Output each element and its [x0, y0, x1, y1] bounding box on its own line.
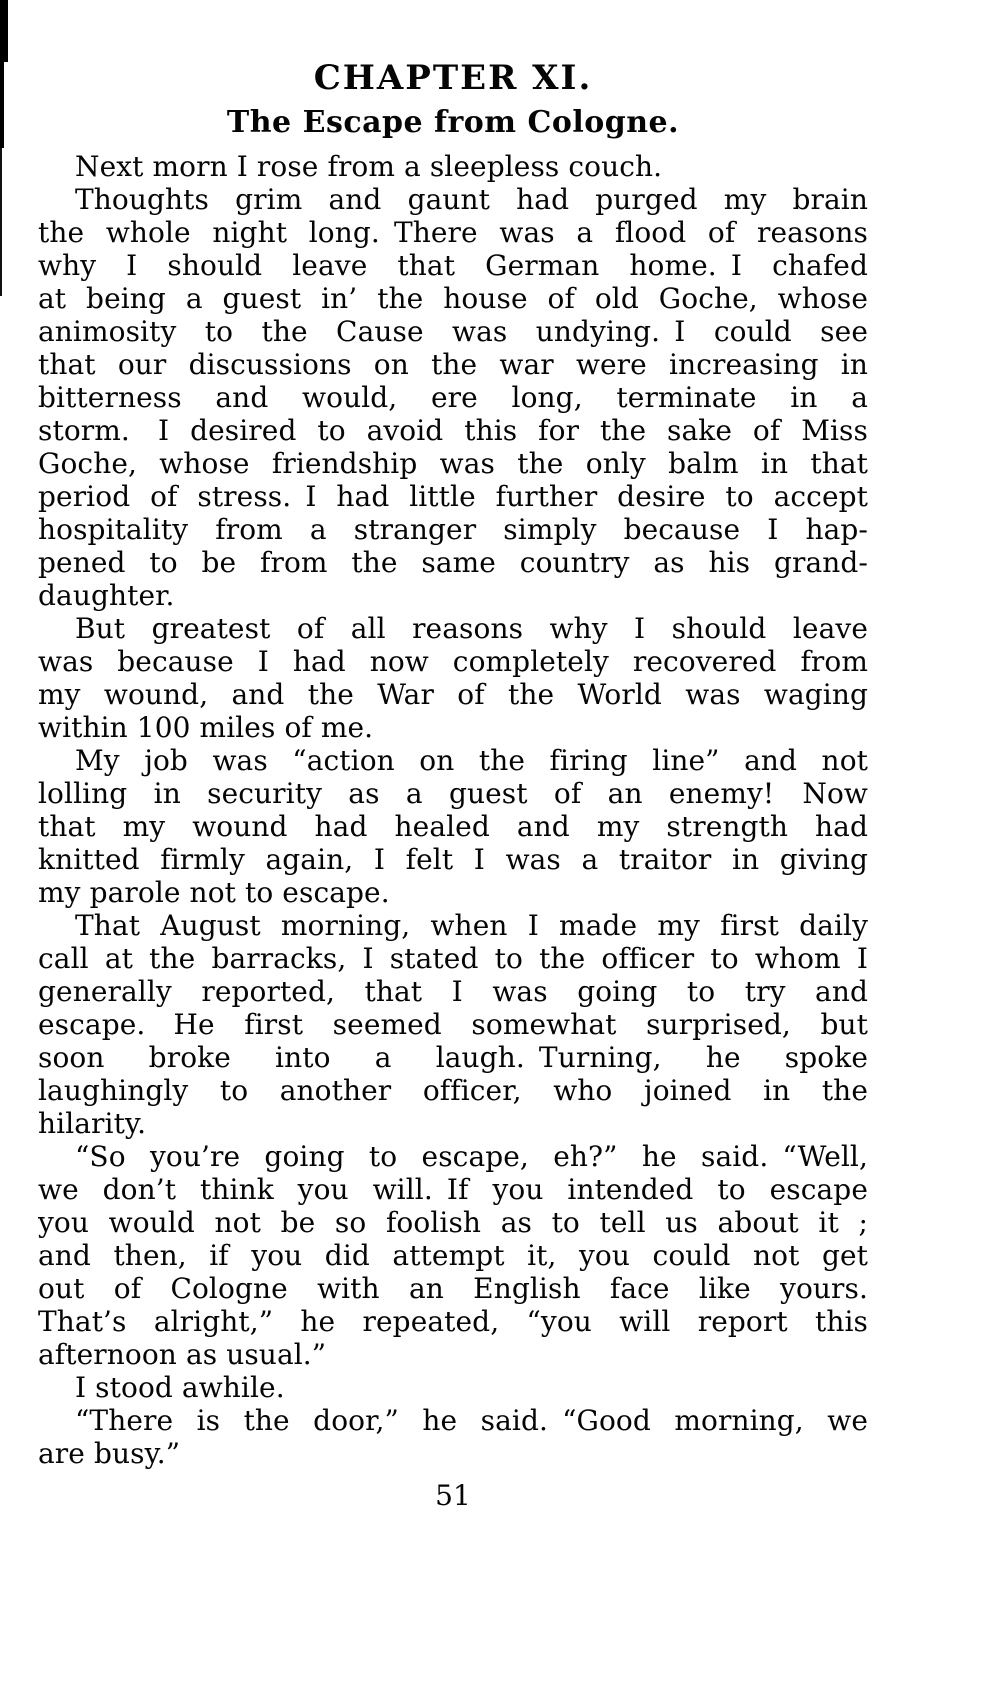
- text-line: at being a guest in’ the house of old Goche, whose: [38, 282, 868, 315]
- text-line: within 100 miles of me.: [38, 711, 374, 744]
- text-line: That’s alright,” he repeated, “you will report this: [38, 1305, 868, 1338]
- text-line: daughter.: [38, 579, 175, 612]
- chapter-heading: CHAPTER XI.: [313, 58, 593, 98]
- text-line: are busy.”: [38, 1437, 181, 1470]
- text-line: Thoughts grim and gaunt had purged my brain: [75, 183, 868, 216]
- text-line: “So you’re going to escape, eh?” he said. “Well,: [75, 1140, 868, 1173]
- text-line: you would not be so foolish as to tell us about it ;: [38, 1206, 868, 1239]
- text-line: But greatest of all reasons why I should leave: [75, 612, 868, 645]
- scan-artifact-bar: [0, 0, 4, 148]
- text-line: I stood awhile.: [75, 1371, 285, 1404]
- text-line: escape. He first seemed somewhat surprised, but: [38, 1008, 868, 1041]
- text-line: “There is the door,” he said. “Good morning, we: [75, 1404, 868, 1437]
- text-line: my wound, and the War of the World was waging: [38, 678, 868, 711]
- text-column: [38, 0, 868, 1512]
- text-line: and then, if you did attempt it, you could not get: [38, 1239, 868, 1272]
- text-line: bitterness and would, ere long, terminate in a: [38, 381, 868, 414]
- text-line: That August morning, when I made my first daily: [75, 909, 868, 942]
- text-line: animosity to the Cause was undying. I could see: [38, 315, 868, 348]
- scan-artifact-bar: [0, 148, 2, 296]
- text-line: hospitality from a stranger simply because I hap-: [38, 513, 868, 546]
- text-line: out of Cologne with an English face like yours.: [38, 1272, 868, 1305]
- text-line: pened to be from the same country as his grand-: [38, 546, 868, 579]
- chapter-subtitle: The Escape from Cologne.: [226, 105, 680, 140]
- text-line: soon broke into a laugh. Turning, he spoke: [38, 1041, 868, 1074]
- text-line: afternoon as usual.”: [38, 1338, 327, 1371]
- text-line: the whole night long. There was a flood of reasons: [38, 216, 868, 249]
- text-line: that my wound had healed and my strength had: [38, 810, 868, 843]
- text-line: lolling in security as a guest of an enemy! Now: [38, 777, 868, 810]
- body-text: [38, 150, 868, 1470]
- text-line: was because I had now completely recovered from: [38, 645, 868, 678]
- text-line: generally reported, that I was going to try and: [38, 975, 868, 1008]
- text-line: call at the barracks, I stated to the officer to whom I: [38, 942, 868, 975]
- text-line: period of stress. I had little further desire to accept: [38, 480, 868, 513]
- text-line: hilarity.: [38, 1107, 147, 1140]
- text-line: Next morn I rose from a sleepless couch.: [75, 150, 663, 183]
- text-line: why I should leave that German home. I chafed: [38, 249, 868, 282]
- text-line: laughingly to another officer, who joined in the: [38, 1074, 868, 1107]
- text-line: we don’t think you will. If you intended to escape: [38, 1173, 868, 1206]
- text-line: storm. I desired to avoid this for the sake of Miss: [38, 414, 868, 447]
- text-line: that our discussions on the war were increasing in: [38, 348, 868, 381]
- text-line: knitted firmly again, I felt I was a traitor in giving: [38, 843, 868, 876]
- text-line: Goche, whose friendship was the only balm in that: [38, 447, 868, 480]
- text-line: my parole not to escape.: [38, 876, 390, 909]
- text-line: My job was “action on the firing line” and not: [75, 744, 868, 777]
- page-number: 51: [435, 1479, 471, 1512]
